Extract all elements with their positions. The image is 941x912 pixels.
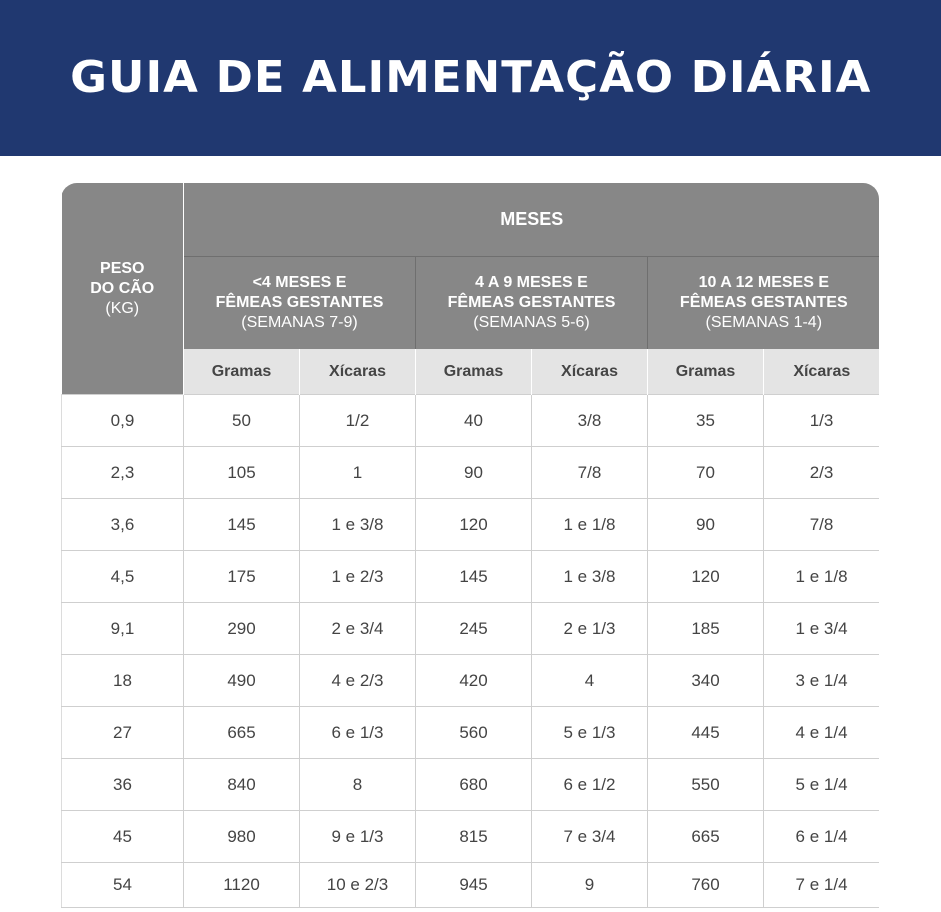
cups-cell: 1 bbox=[300, 447, 416, 499]
cups-cell: 6 e 1/2 bbox=[532, 759, 648, 811]
cups-column-header: Xícaras bbox=[300, 349, 416, 395]
table-row bbox=[62, 811, 880, 863]
grams-cell: 175 bbox=[184, 551, 300, 603]
grams-cell: 490 bbox=[184, 655, 300, 707]
grams-cell: 980 bbox=[184, 811, 300, 863]
grams-cell: 105 bbox=[184, 447, 300, 499]
age-group-line1: <4 MESES E bbox=[252, 274, 347, 291]
grams-cell: 145 bbox=[184, 499, 300, 551]
grams-column-header: Gramas bbox=[416, 349, 532, 395]
grams-cell: 340 bbox=[648, 655, 764, 707]
cups-cell: 9 e 1/3 bbox=[300, 811, 416, 863]
cups-cell: 6 e 1/3 bbox=[300, 707, 416, 759]
table-row bbox=[62, 863, 880, 908]
cups-cell: 5 e 1/4 bbox=[764, 759, 880, 811]
table-row bbox=[62, 707, 880, 759]
grams-cell: 680 bbox=[416, 759, 532, 811]
grams-cell: 40 bbox=[416, 395, 532, 447]
page-title: GUIA DE ALIMENTAÇÃO DIÁRIA bbox=[69, 52, 872, 103]
weight-header-unit: (KG) bbox=[105, 299, 140, 317]
grams-column-header: Gramas bbox=[184, 349, 300, 395]
cups-cell: 1 e 1/8 bbox=[764, 551, 880, 603]
title-banner bbox=[0, 0, 941, 156]
weight-cell: 3,6 bbox=[62, 499, 184, 551]
table-row bbox=[62, 551, 880, 603]
cups-cell: 1 e 1/8 bbox=[532, 499, 648, 551]
grams-cell: 665 bbox=[648, 811, 764, 863]
cups-cell: 7 e 3/4 bbox=[532, 811, 648, 863]
cups-cell: 10 e 2/3 bbox=[300, 863, 416, 908]
table-row bbox=[62, 447, 880, 499]
cups-cell: 7 e 1/4 bbox=[764, 863, 880, 908]
cups-cell: 2 e 1/3 bbox=[532, 603, 648, 655]
cups-column-header: Xícaras bbox=[764, 349, 880, 395]
age-group-line1: 4 A 9 MESES E bbox=[475, 274, 588, 291]
age-group-line2: FÊMEAS GESTANTES bbox=[215, 294, 384, 311]
age-group-weeks: (SEMANAS 7-9) bbox=[241, 314, 358, 331]
grams-cell: 840 bbox=[184, 759, 300, 811]
grams-cell: 185 bbox=[648, 603, 764, 655]
cups-cell: 9 bbox=[532, 863, 648, 908]
cups-cell: 1 e 3/8 bbox=[300, 499, 416, 551]
feeding-table bbox=[61, 183, 879, 908]
grams-cell: 120 bbox=[648, 551, 764, 603]
grams-cell: 35 bbox=[648, 395, 764, 447]
grams-cell: 760 bbox=[648, 863, 764, 908]
age-group-weeks: (SEMANAS 5-6) bbox=[473, 314, 590, 331]
grams-cell: 815 bbox=[416, 811, 532, 863]
weight-cell: 0,9 bbox=[62, 395, 184, 447]
grams-cell: 560 bbox=[416, 707, 532, 759]
weight-cell: 4,5 bbox=[62, 551, 184, 603]
cups-cell: 1 e 3/4 bbox=[764, 603, 880, 655]
cups-cell: 7/8 bbox=[764, 499, 880, 551]
weight-header-line1: PESO bbox=[100, 259, 145, 277]
months-header: MESES bbox=[184, 183, 880, 257]
grams-cell: 245 bbox=[416, 603, 532, 655]
cups-cell: 7/8 bbox=[532, 447, 648, 499]
grams-cell: 665 bbox=[184, 707, 300, 759]
weight-cell: 18 bbox=[62, 655, 184, 707]
grams-cell: 445 bbox=[648, 707, 764, 759]
table-row bbox=[62, 759, 880, 811]
weight-cell: 2,3 bbox=[62, 447, 184, 499]
grams-cell: 90 bbox=[416, 447, 532, 499]
table-row bbox=[62, 603, 880, 655]
cups-cell: 6 e 1/4 bbox=[764, 811, 880, 863]
weight-header bbox=[62, 183, 184, 395]
cups-cell: 3 e 1/4 bbox=[764, 655, 880, 707]
weight-cell: 36 bbox=[62, 759, 184, 811]
grams-cell: 70 bbox=[648, 447, 764, 499]
feeding-table-container bbox=[61, 183, 879, 908]
cups-cell: 1/3 bbox=[764, 395, 880, 447]
age-group-weeks: (SEMANAS 1-4) bbox=[705, 314, 823, 331]
grams-cell: 90 bbox=[648, 499, 764, 551]
grams-cell: 120 bbox=[416, 499, 532, 551]
cups-cell: 4 bbox=[532, 655, 648, 707]
grams-cell: 50 bbox=[184, 395, 300, 447]
age-group-header bbox=[184, 257, 416, 350]
cups-cell: 8 bbox=[300, 759, 416, 811]
weight-cell: 9,1 bbox=[62, 603, 184, 655]
grams-cell: 145 bbox=[416, 551, 532, 603]
cups-cell: 1 e 2/3 bbox=[300, 551, 416, 603]
grams-cell: 945 bbox=[416, 863, 532, 908]
age-group-line2: FÊMEAS GESTANTES bbox=[679, 294, 848, 311]
weight-header-line2: DO CÃO bbox=[90, 279, 155, 297]
cups-cell: 4 e 1/4 bbox=[764, 707, 880, 759]
grams-column-header: Gramas bbox=[648, 349, 764, 395]
age-group-header bbox=[648, 257, 880, 350]
cups-cell: 1 e 3/8 bbox=[532, 551, 648, 603]
weight-cell: 45 bbox=[62, 811, 184, 863]
cups-cell: 2/3 bbox=[764, 447, 880, 499]
grams-cell: 420 bbox=[416, 655, 532, 707]
cups-cell: 5 e 1/3 bbox=[532, 707, 648, 759]
grams-cell: 550 bbox=[648, 759, 764, 811]
age-group-header bbox=[416, 257, 648, 350]
age-group-line1: 10 A 12 MESES E bbox=[698, 274, 829, 291]
cups-column-header: Xícaras bbox=[532, 349, 648, 395]
cups-cell: 2 e 3/4 bbox=[300, 603, 416, 655]
grams-cell: 1120 bbox=[184, 863, 300, 908]
grams-cell: 290 bbox=[184, 603, 300, 655]
table-row bbox=[62, 655, 880, 707]
age-group-line2: FÊMEAS GESTANTES bbox=[447, 294, 616, 311]
cups-cell: 1/2 bbox=[300, 395, 416, 447]
table-row bbox=[62, 499, 880, 551]
table-row bbox=[62, 395, 880, 447]
cups-cell: 4 e 2/3 bbox=[300, 655, 416, 707]
weight-cell: 27 bbox=[62, 707, 184, 759]
weight-cell: 54 bbox=[62, 863, 184, 908]
cups-cell: 3/8 bbox=[532, 395, 648, 447]
